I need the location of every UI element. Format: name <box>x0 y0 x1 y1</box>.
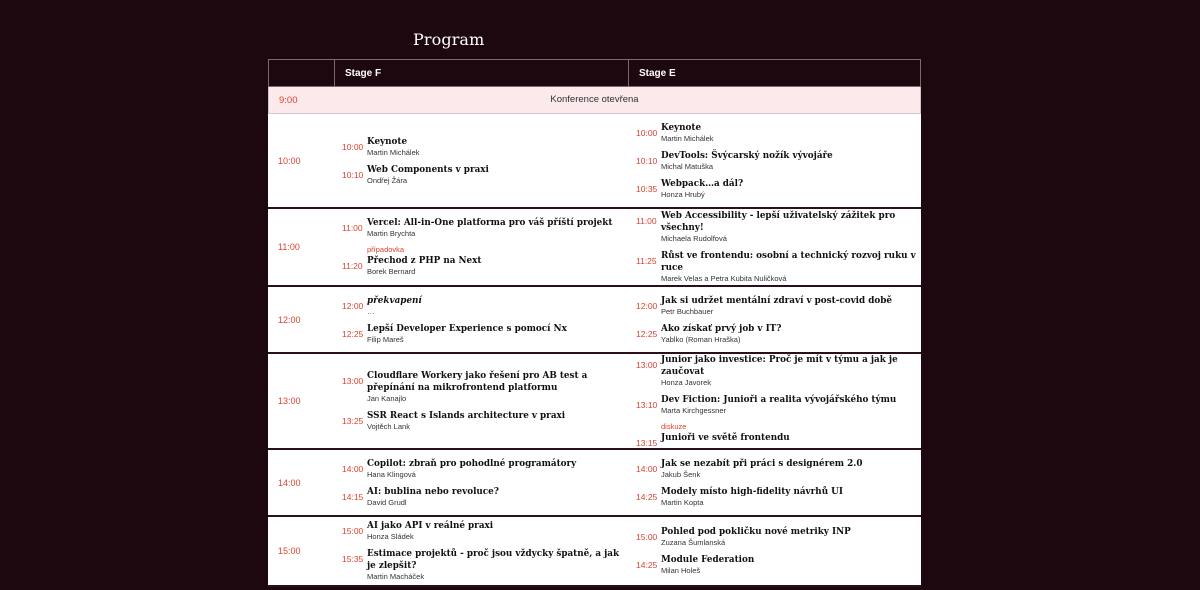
talk-speaker: Jan Kanajlo <box>367 394 407 403</box>
talk-time: 10:00 <box>636 127 658 138</box>
table-header <box>268 59 921 87</box>
talk-time: 15:00 <box>636 532 658 542</box>
table-row <box>268 287 921 354</box>
talk-body <box>367 295 623 317</box>
talk-item[interactable] <box>342 245 623 277</box>
talk-body <box>661 422 917 444</box>
talk-time: 10:00 <box>342 141 364 152</box>
talk-time: 12:00 <box>342 300 364 311</box>
talk-time: 11:20 <box>342 261 363 271</box>
talk-title[interactable]: Pohled pod pokličku nové metriky INP <box>661 527 851 537</box>
opening-label: Konference otevřena <box>550 94 639 105</box>
stage-f-cell <box>333 354 627 448</box>
slot-time: 14:00 <box>278 477 301 488</box>
talk-title[interactable]: Copilot: zbraň pro pohodlné programátory <box>367 458 577 469</box>
talk-title[interactable]: Web Accessibility - lepší uživatelský zážitek pro všechny! <box>661 211 896 233</box>
talk-speaker: Yablko (Roman Hraška) <box>661 334 741 344</box>
talk-item[interactable] <box>342 548 623 582</box>
talk-speaker: Honza Hrubý <box>661 189 705 199</box>
talk-tag: případovka <box>367 245 405 254</box>
talk-body <box>661 150 917 172</box>
talk-item[interactable] <box>342 323 623 345</box>
stage-e-cell <box>627 209 921 285</box>
talk-body <box>367 370 623 404</box>
talk-item[interactable] <box>342 486 623 508</box>
talk-title[interactable]: Dev Fiction: Junioři a realita vývojářského týmu <box>661 395 897 405</box>
talk-title[interactable]: Web Components v praxi <box>367 164 489 175</box>
talk-speaker: Martin Michálek <box>367 147 420 157</box>
talk-body <box>367 323 623 345</box>
talk-title[interactable]: Přechod z PHP na Next <box>367 256 482 266</box>
talk-speaker: Milan Holeš <box>661 566 701 575</box>
talk-speaker: … <box>367 306 375 316</box>
talk-time: 13:10 <box>636 400 658 410</box>
talk-title[interactable]: Jak se nezabít při práci s designérem 2.0 <box>661 458 863 469</box>
opening-row <box>268 87 921 114</box>
talk-speaker: Honza Sládek <box>367 532 414 541</box>
talk-time: 13:15 <box>636 438 658 448</box>
talk-speaker: Martin Michálek <box>661 133 714 143</box>
talk-item[interactable] <box>342 217 623 239</box>
talk-body <box>661 486 917 508</box>
talk-title[interactable]: Estimace projektů - proč jsou vždycky špatně, a jak je zlepšit? <box>367 549 620 571</box>
talk-time: 11:25 <box>636 256 657 266</box>
talk-time: 14:25 <box>636 560 658 570</box>
talk-item[interactable] <box>342 164 623 186</box>
talk-body <box>367 217 623 239</box>
talk-item[interactable] <box>636 178 917 200</box>
talk-title[interactable]: Junior jako investice: Proč je mít v týmu a jak je zaučovat <box>661 355 898 377</box>
table-row <box>268 114 921 209</box>
talk-item[interactable] <box>636 250 917 284</box>
stage-e-cell <box>627 354 921 448</box>
talk-time: 11:00 <box>342 223 363 233</box>
talk-speaker: Jakub Šenk <box>661 469 701 479</box>
stage-f-cell <box>333 450 627 515</box>
stage-e-cell <box>627 517 921 585</box>
talk-body <box>661 178 917 200</box>
talk-tag: diskuze <box>661 422 687 431</box>
program-table <box>268 59 921 587</box>
talk-title[interactable]: AI jako API v reálné praxi <box>367 521 494 531</box>
talk-time: 10:35 <box>636 183 658 194</box>
talk-speaker: Ondřej Žára <box>367 175 408 185</box>
talk-item[interactable] <box>636 458 917 480</box>
talk-title[interactable]: AI: bublina nebo revoluce? <box>367 486 499 497</box>
talk-item[interactable] <box>636 210 917 244</box>
table-row <box>268 354 921 450</box>
talk-time: 11:00 <box>636 216 657 226</box>
talk-body <box>661 210 917 244</box>
header-stage-e: Stage E <box>639 68 676 79</box>
stage-f-cell <box>333 517 627 585</box>
talk-speaker: Honza Javorek <box>661 378 712 387</box>
talk-time: 13:00 <box>342 376 364 386</box>
talk-body <box>661 295 917 317</box>
talk-item[interactable] <box>636 422 917 448</box>
talk-time: 10:10 <box>342 169 364 180</box>
talk-item[interactable] <box>636 323 917 345</box>
talk-title[interactable]: překvapení <box>367 295 422 306</box>
schedule-rows <box>268 114 921 587</box>
talk-item[interactable] <box>636 295 917 317</box>
stage-f-cell <box>333 114 627 207</box>
talk-time: 14:00 <box>636 463 658 474</box>
talk-title[interactable]: DevTools: Švýcarský nožík vývojáře <box>661 150 833 161</box>
talk-speaker: Borek Bernard <box>367 267 416 276</box>
talk-speaker: Marek Velas a Petra Kubita Nuličková <box>661 274 787 283</box>
table-row <box>268 517 921 587</box>
slot-time: 10:00 <box>278 155 301 166</box>
talk-body <box>367 520 623 542</box>
talk-item[interactable] <box>342 410 623 432</box>
table-row <box>268 209 921 287</box>
talk-item[interactable] <box>636 354 917 388</box>
stage-e-cell <box>627 287 921 352</box>
talk-body <box>367 410 623 432</box>
talk-body <box>661 323 917 345</box>
talk-time: 12:25 <box>636 328 658 339</box>
talk-body <box>367 458 623 480</box>
talk-time: 14:15 <box>342 491 364 502</box>
talk-body <box>367 245 623 277</box>
talk-item[interactable] <box>342 136 623 158</box>
talk-speaker: Marta Kirchgessner <box>661 406 727 415</box>
talk-item[interactable] <box>636 122 917 144</box>
talk-time: 15:00 <box>342 526 364 536</box>
talk-title[interactable]: Cloudflare Workery jako řešení pro AB test a přepínání na mikrofrontend platformu <box>367 371 588 393</box>
talk-time: 10:10 <box>636 155 658 166</box>
talk-title[interactable]: Růst ve frontendu: osobní a technický rozvoj ruku v ruce <box>661 251 916 273</box>
talk-body <box>661 354 917 388</box>
stage-f-cell <box>333 287 627 352</box>
talk-title[interactable]: Webpack…a dál? <box>661 178 744 189</box>
talk-item[interactable] <box>636 554 917 576</box>
talk-time: 13:00 <box>636 360 658 370</box>
talk-item[interactable] <box>636 526 917 548</box>
header-time-column <box>269 60 335 86</box>
talk-speaker: Hana Klingová <box>367 469 416 479</box>
talk-title[interactable]: Ako získať prvý job v IT? <box>661 323 782 334</box>
talk-item[interactable] <box>342 295 623 317</box>
talk-time: 15:35 <box>342 554 364 564</box>
talk-body <box>661 554 917 576</box>
talk-body <box>367 548 623 582</box>
talk-body <box>661 526 917 548</box>
slot-time: 13:00 <box>278 396 301 406</box>
talk-speaker: Michal Matuška <box>661 161 714 171</box>
talk-speaker: Filip Mareš <box>367 334 404 344</box>
talk-time: 12:25 <box>342 328 364 339</box>
talk-item[interactable] <box>636 394 917 416</box>
talk-item[interactable] <box>636 486 917 508</box>
talk-item[interactable] <box>342 520 623 542</box>
talk-title[interactable]: Keynote <box>661 122 702 133</box>
talk-body <box>661 122 917 144</box>
talk-speaker: David Grudl <box>367 497 407 507</box>
talk-time: 13:25 <box>342 416 364 426</box>
stage-e-cell <box>627 114 921 207</box>
talk-speaker: Zuzana Šumlanská <box>661 538 726 547</box>
talk-speaker: Martin Macháček <box>367 572 425 581</box>
header-stage-f: Stage F <box>335 60 629 86</box>
talk-time: 14:25 <box>636 491 658 502</box>
talk-item[interactable] <box>342 458 623 480</box>
talk-body <box>367 136 623 158</box>
talk-speaker: Petr Buchbauer <box>661 306 714 316</box>
talk-body <box>661 458 917 480</box>
talk-title[interactable]: Keynote <box>367 136 408 147</box>
talk-body <box>661 250 917 284</box>
talk-body <box>367 486 623 508</box>
talk-item[interactable] <box>342 370 623 404</box>
page-title: Program <box>413 30 485 49</box>
table-row <box>268 450 921 517</box>
talk-time: 12:00 <box>636 300 658 311</box>
talk-title[interactable]: Module Federation <box>661 555 755 565</box>
slot-time: 12:00 <box>278 314 301 325</box>
talk-title[interactable]: SSR React s Islands architecture v praxi <box>367 411 566 421</box>
stage-f-cell <box>333 209 627 285</box>
talk-speaker: Vojtěch Lank <box>367 422 410 431</box>
slot-time: 11:00 <box>278 242 300 252</box>
talk-body <box>367 164 623 186</box>
stage-e-cell <box>627 450 921 515</box>
slot-time: 15:00 <box>278 546 301 556</box>
talk-speaker: Martin Brychta <box>367 229 416 238</box>
talk-item[interactable] <box>636 150 917 172</box>
talk-body <box>661 394 917 416</box>
talk-time: 14:00 <box>342 463 364 474</box>
talk-title[interactable]: Modely místo high-fidelity návrhů UI <box>661 486 843 497</box>
talk-title[interactable]: Lepší Developer Experience s pomocí Nx <box>367 323 567 334</box>
talk-speaker: Michaela Rudolfová <box>661 234 727 243</box>
talk-title[interactable]: Junioři ve světě frontendu <box>661 433 790 443</box>
talk-speaker: Martin Kopta <box>661 497 704 507</box>
opening-time: 9:00 <box>279 95 298 106</box>
talk-title[interactable]: Jak si udržet mentální zdraví v post-covid době <box>661 295 892 306</box>
talk-title[interactable]: Vercel: All-in-One platforma pro váš příští projekt <box>367 218 613 228</box>
